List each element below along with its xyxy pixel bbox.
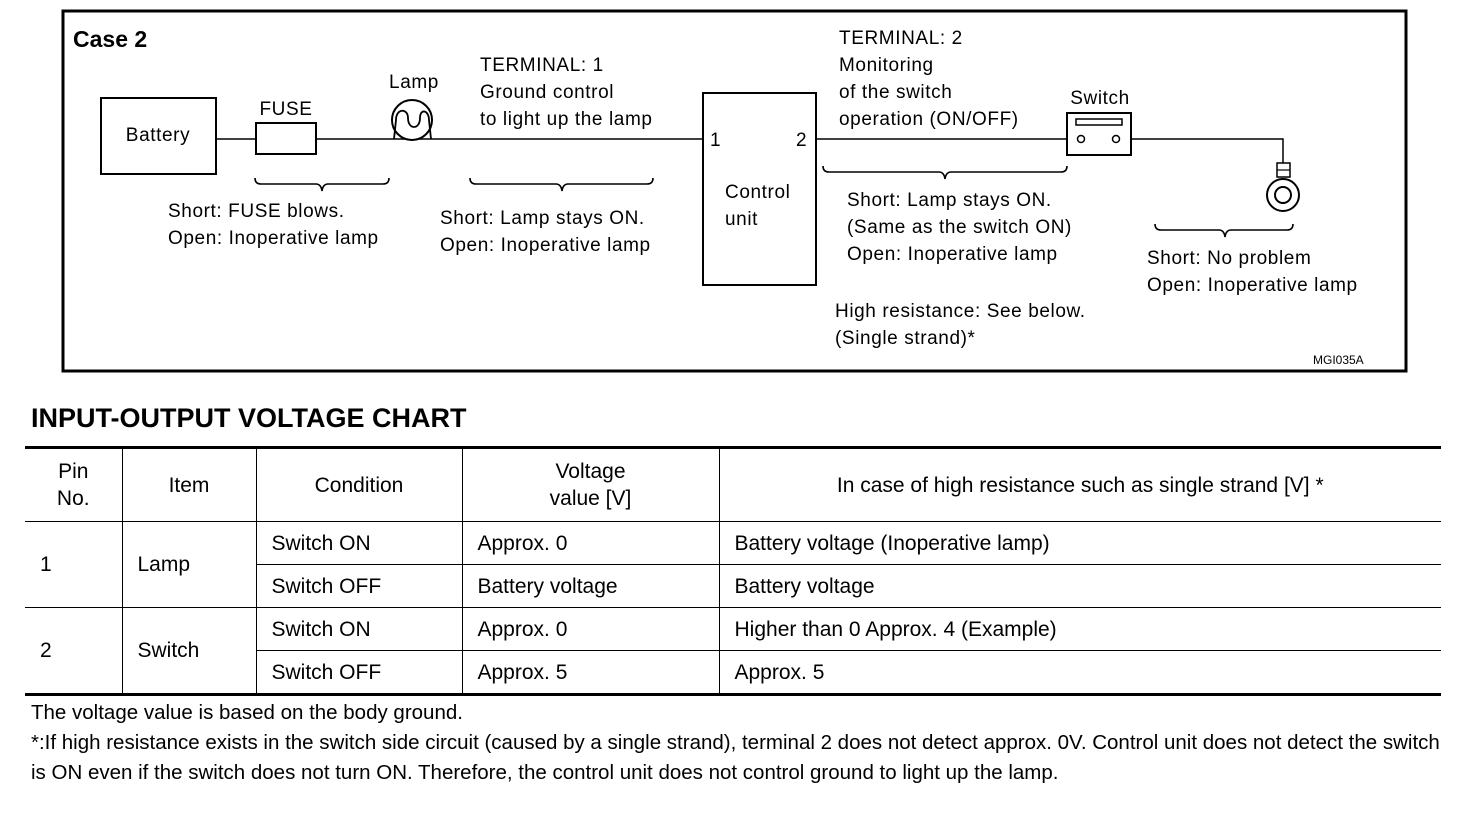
ground-short-note: Short: No problem bbox=[1147, 248, 1312, 269]
fuse-open-note: Open: Inoperative lamp bbox=[168, 228, 379, 249]
lamp-brace bbox=[470, 178, 653, 191]
ground-open-note: Open: Inoperative lamp bbox=[1147, 275, 1358, 296]
lamp-open-note: Open: Inoperative lamp bbox=[440, 235, 651, 256]
ground-terminal-icon bbox=[1267, 163, 1299, 211]
battery-label: Battery bbox=[125, 125, 191, 146]
switch-short-detail: (Same as the switch ON) bbox=[847, 217, 1072, 238]
lamp-label: Lamp bbox=[389, 72, 439, 93]
high-resistance-cell: Approx. 5 bbox=[719, 651, 1441, 695]
voltage-chart-table bbox=[25, 446, 1441, 696]
header-voltage-line2: value [V] bbox=[549, 487, 632, 510]
header-pin-line2: No. bbox=[56, 487, 90, 510]
switch-open-note: Open: Inoperative lamp bbox=[847, 244, 1058, 265]
switch-symbol bbox=[1067, 113, 1131, 155]
header-high-resistance: In case of high resistance such as single strand [V] * bbox=[719, 448, 1441, 522]
terminal2-title: TERMINAL: 2 bbox=[839, 28, 963, 49]
voltage-cell: Approx. 0 bbox=[462, 608, 719, 651]
pin-cell: 2 bbox=[25, 608, 122, 695]
fuse-brace bbox=[255, 178, 389, 191]
condition-cell: Switch OFF bbox=[256, 651, 462, 695]
pin1-label: 1 bbox=[710, 130, 722, 151]
header-item: Item bbox=[122, 448, 256, 522]
voltage-cell: Approx. 5 bbox=[462, 651, 719, 695]
terminal1-desc2: to light up the lamp bbox=[480, 109, 653, 130]
pin2-label: 2 bbox=[796, 130, 808, 151]
table-row bbox=[25, 608, 1441, 651]
fuse-short-note: Short: FUSE blows. bbox=[168, 201, 345, 222]
header-voltage bbox=[462, 448, 719, 522]
header-voltage-line1: Voltage bbox=[555, 460, 626, 483]
terminal2-desc2: of the switch bbox=[839, 82, 953, 103]
control-unit-label-1: Control bbox=[725, 182, 791, 203]
header-pin-no bbox=[25, 448, 122, 522]
ground-brace bbox=[1155, 224, 1293, 237]
control-unit-label-2: unit bbox=[725, 209, 759, 230]
condition-cell: Switch ON bbox=[256, 522, 462, 565]
high-resistance-cell: Battery voltage (Inoperative lamp) bbox=[719, 522, 1441, 565]
fuse-symbol bbox=[256, 123, 316, 154]
header-condition: Condition bbox=[256, 448, 462, 522]
high-resistance-cell: Battery voltage bbox=[719, 565, 1441, 608]
lamp-symbol bbox=[392, 100, 432, 140]
terminal1-title: TERMINAL: 1 bbox=[480, 55, 604, 76]
item-cell: Lamp bbox=[122, 522, 256, 608]
lamp-short-note: Short: Lamp stays ON. bbox=[440, 208, 645, 229]
switch-short-note: Short: Lamp stays ON. bbox=[847, 190, 1052, 211]
figure-reference-code: MGI035A bbox=[1313, 353, 1364, 367]
header-pin-line1: Pin bbox=[58, 460, 89, 483]
pin-cell: 1 bbox=[25, 522, 122, 608]
single-strand-note: (Single strand)* bbox=[835, 328, 976, 349]
voltage-cell: Battery voltage bbox=[462, 565, 719, 608]
switch-brace bbox=[823, 166, 1067, 179]
voltage-basis-note: The voltage value is based on the body ground. bbox=[31, 701, 463, 724]
voltage-cell: Approx. 0 bbox=[462, 522, 719, 565]
condition-cell: Switch ON bbox=[256, 608, 462, 651]
wire-switch-to-ground bbox=[1131, 139, 1283, 163]
terminal1-desc1: Ground control bbox=[480, 82, 615, 103]
fuse-label: FUSE bbox=[259, 99, 313, 120]
table-header-row bbox=[25, 448, 1441, 522]
high-resistance-footnote: *:If high resistance exists in the switch side circuit (caused by a single strand), terminal 2 does not detect approx. 0V. Control unit does not detect the switch is ON even if the switch does not turn ON. Therefore, the control unit does not control ground to light up the lamp. bbox=[31, 731, 1440, 784]
case-label: Case 2 bbox=[73, 26, 148, 52]
table-row bbox=[25, 522, 1441, 565]
circuit-diagram bbox=[0, 0, 1472, 390]
high-resistance-cell: Higher than 0 Approx. 4 (Example) bbox=[719, 608, 1441, 651]
switch-label: Switch bbox=[1070, 88, 1130, 109]
condition-cell: Switch OFF bbox=[256, 565, 462, 608]
terminal2-desc1: Monitoring bbox=[839, 55, 934, 76]
high-resistance-note: High resistance: See below. bbox=[835, 301, 1086, 322]
terminal2-desc3: operation (ON/OFF) bbox=[839, 109, 1019, 130]
item-cell: Switch bbox=[122, 608, 256, 695]
chart-title: INPUT-OUTPUT VOLTAGE CHART bbox=[31, 403, 467, 433]
